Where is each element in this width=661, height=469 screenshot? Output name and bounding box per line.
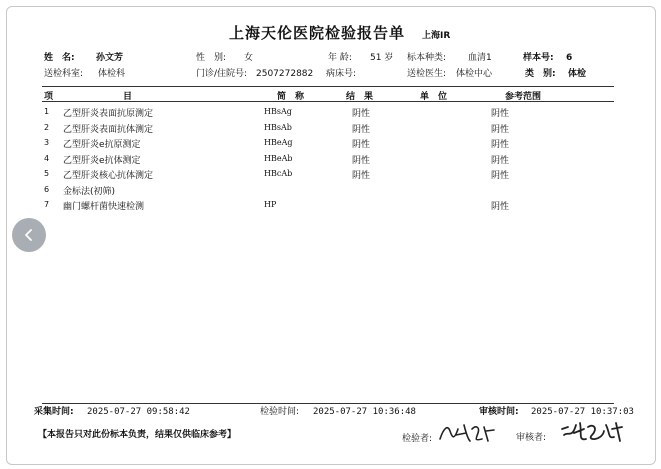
row-abbr: HBeAb xyxy=(264,153,293,163)
col-abbr: 简 称 xyxy=(277,92,305,102)
clinic-no-label: 门诊/住院号: xyxy=(196,69,248,79)
table-row xyxy=(0,137,661,151)
row-no: 1 xyxy=(44,107,50,116)
col-item: 目 xyxy=(123,92,133,102)
col-result: 结 果 xyxy=(346,92,374,102)
table-row xyxy=(0,153,661,167)
header-top-rule xyxy=(42,86,614,87)
specimen-no: 6 xyxy=(566,53,573,63)
row-reference: 阴性 xyxy=(491,202,510,212)
row-no: 2 xyxy=(44,122,50,132)
doctor: 体检中心 xyxy=(456,69,493,79)
row-no: 4 xyxy=(44,153,50,163)
row-item-name: 乙型肝炎表面抗原测定 xyxy=(63,109,154,119)
row-reference: 阴性 xyxy=(491,171,510,181)
sex-label: 性 别: xyxy=(196,53,227,63)
table-row xyxy=(0,199,661,213)
col-no: 项 xyxy=(44,92,54,102)
name-label: 姓 名: xyxy=(44,53,75,63)
patient-sex: 女 xyxy=(244,53,254,63)
age-label: 年 龄: xyxy=(328,53,352,63)
report-disclaimer: 【本报告只对此份标本负责，结果仅供临床参考】 xyxy=(38,430,237,440)
review-time-label: 审核时间: xyxy=(479,407,519,417)
table-row xyxy=(0,168,661,182)
row-abbr: HBeAg xyxy=(264,138,293,147)
row-item-name: 金标法(初筛) xyxy=(63,186,116,197)
row-result: 阴性 xyxy=(352,109,371,119)
row-no: 3 xyxy=(44,138,50,147)
category-label: 类 别: xyxy=(525,69,556,79)
row-result: 阴性 xyxy=(352,124,371,135)
row-item-name: 乙型肝炎核心抗体测定 xyxy=(63,171,154,181)
prev-image-button[interactable] xyxy=(12,218,46,252)
row-reference: 阴性 xyxy=(491,124,510,135)
row-result: 阴性 xyxy=(352,155,371,166)
test-time-label: 检验时间: xyxy=(260,407,300,417)
row-reference: 阴性 xyxy=(491,140,510,150)
row-reference: 阴性 xyxy=(491,109,510,119)
report-subtitle: 上海IR xyxy=(422,31,451,41)
row-abbr: HBsAb xyxy=(264,122,292,132)
patient-age: 51 岁 xyxy=(370,53,394,63)
collect-time: 2025-07-27 09:58:42 xyxy=(87,407,190,417)
dept-label: 送检科室: xyxy=(44,69,84,79)
row-reference: 阴性 xyxy=(491,155,510,166)
row-item-name: 乙型肝炎表面抗体测定 xyxy=(63,124,154,135)
doctor-label: 送检医生: xyxy=(407,69,447,79)
col-reference: 参考范围 xyxy=(505,92,542,102)
reviewer-signature xyxy=(558,419,628,445)
row-abbr: HBcAb xyxy=(264,169,293,178)
row-result: 阴性 xyxy=(352,140,371,150)
row-item-name: 幽门螺杆菌快速检测 xyxy=(63,202,145,212)
bed-label: 病床号: xyxy=(326,69,357,79)
specimen-type-label: 标本种类: xyxy=(407,53,447,63)
reviewer-label: 审核者: xyxy=(516,433,547,443)
dept: 体检科 xyxy=(98,69,126,79)
patient-name: 孙文芳 xyxy=(96,53,124,63)
specimen-no-label: 样本号: xyxy=(523,53,554,63)
row-abbr: HBsAg xyxy=(264,107,292,116)
row-abbr: HP xyxy=(264,200,277,209)
report-title: 上海天伦医院检验报告单 xyxy=(229,24,406,42)
test-time: 2025-07-27 10:36:48 xyxy=(313,407,416,417)
table-row xyxy=(0,106,661,120)
table-row xyxy=(0,184,661,198)
row-no: 6 xyxy=(44,184,50,194)
table-row xyxy=(0,122,661,136)
header-bottom-rule xyxy=(42,101,614,102)
row-result: 阴性 xyxy=(352,171,371,181)
category: 体检 xyxy=(568,69,587,79)
row-no: 5 xyxy=(44,169,50,178)
chevron-left-icon xyxy=(21,227,37,243)
tester-label: 检验者: xyxy=(402,434,433,444)
row-item-name: 乙型肝炎e抗原测定 xyxy=(63,140,141,150)
col-unit: 单 位 xyxy=(420,92,448,102)
row-no: 7 xyxy=(44,200,50,209)
specimen-type: 血清1 xyxy=(468,53,492,63)
clinic-no: 2507272882 xyxy=(256,69,314,79)
footer-rule xyxy=(42,403,614,404)
collect-time-label: 采集时间: xyxy=(34,407,74,417)
tester-signature xyxy=(436,421,496,445)
review-time: 2025-07-27 10:37:03 xyxy=(531,407,634,417)
row-item-name: 乙型肝炎e抗体测定 xyxy=(63,155,141,166)
